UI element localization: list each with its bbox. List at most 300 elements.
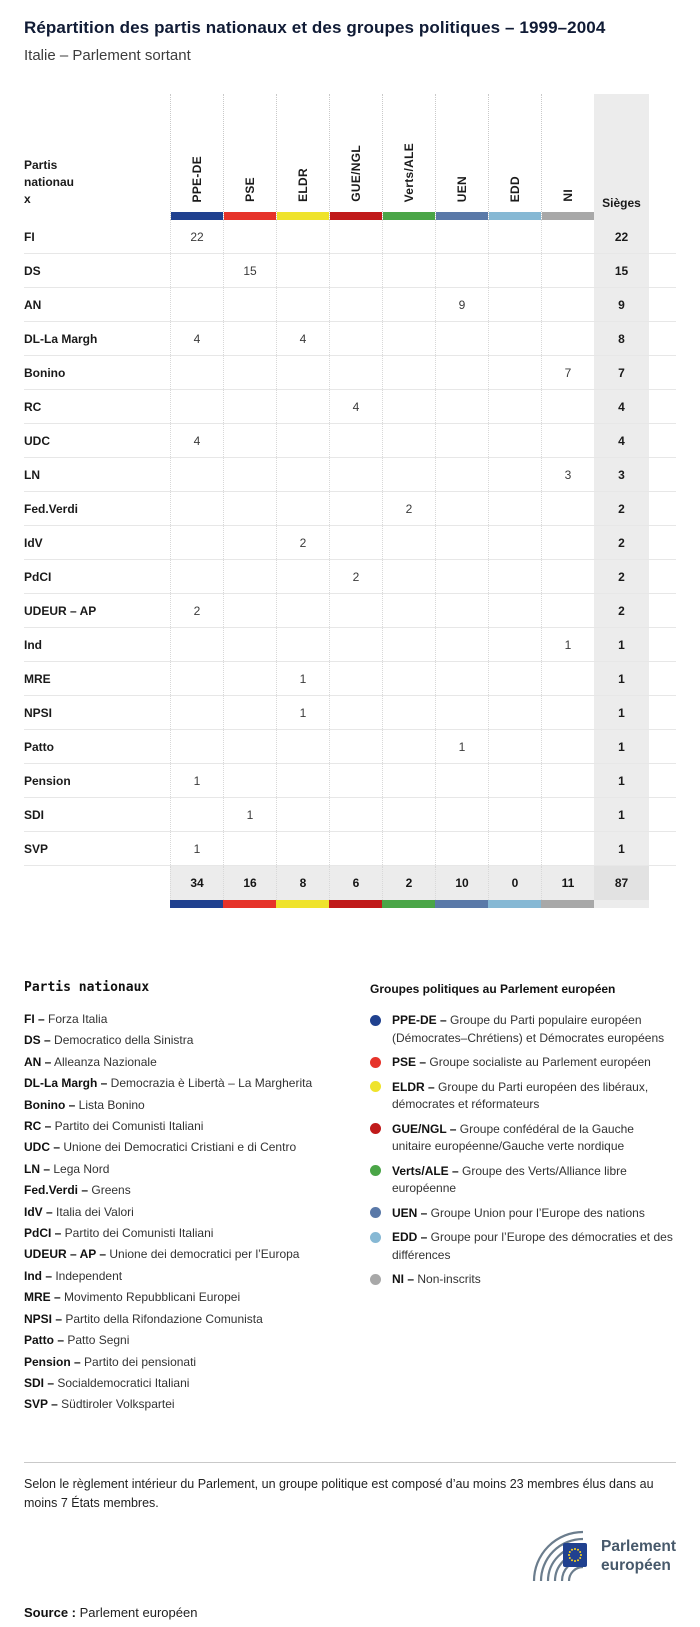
page-subtitle: Italie – Parlement sortant	[24, 47, 191, 64]
logo-wordmark	[601, 1537, 676, 1575]
party-name: Patto	[24, 739, 54, 754]
sieges-value: 1	[594, 628, 649, 661]
seat-value	[382, 594, 435, 627]
logo-word-2: européen	[601, 1556, 671, 1574]
seat-value	[435, 356, 488, 389]
bottom-color-bar	[435, 900, 488, 908]
seat-value	[329, 254, 382, 287]
party-legend-item: Ind – Independent	[24, 1268, 123, 1283]
group-label: GUE/NGL	[349, 145, 363, 202]
group-header-ELDR	[276, 94, 329, 220]
seat-value	[329, 322, 382, 355]
seat-value	[276, 288, 329, 321]
totals-blank	[24, 866, 170, 900]
group-header-UEN	[435, 94, 488, 220]
group-color-bar	[436, 212, 488, 220]
seat-value	[170, 492, 223, 525]
seat-value	[488, 560, 541, 593]
seat-value	[329, 458, 382, 491]
group-color-dot	[370, 1123, 381, 1134]
seat-value	[223, 288, 276, 321]
source-value: Parlement européen	[79, 1604, 198, 1620]
seat-value	[329, 492, 382, 525]
table-row	[24, 764, 676, 798]
total-value: 34	[170, 866, 223, 900]
seat-value: 1	[541, 628, 594, 661]
total-value: 6	[329, 866, 382, 900]
sieges-value: 9	[594, 288, 649, 321]
seat-value	[435, 322, 488, 355]
sieges-value: 2	[594, 594, 649, 627]
seat-value	[223, 696, 276, 729]
seat-value	[435, 254, 488, 287]
seat-value: 4	[276, 322, 329, 355]
seat-value	[223, 322, 276, 355]
seat-value	[276, 628, 329, 661]
seat-value	[382, 662, 435, 695]
table-row	[24, 628, 676, 662]
page-title: Répartition des partis nationaux et des groupes politiques – 1999–2004	[24, 18, 606, 37]
seat-value	[223, 220, 276, 253]
seat-value	[276, 424, 329, 457]
group-abbr: PSE –	[392, 1055, 427, 1069]
seat-value: 7	[541, 356, 594, 389]
group-legend-item: ELDR – Groupe du Parti européen des libéraux, démocrates et réformateurs	[370, 1079, 676, 1114]
seat-value	[329, 594, 382, 627]
seat-value	[382, 560, 435, 593]
seat-value	[223, 662, 276, 695]
party-name: LN	[24, 467, 40, 482]
party-legend-item: RC – Partito dei Comunisti Italiani	[24, 1119, 204, 1134]
sieges-value: 4	[594, 424, 649, 457]
party-legend-item: PdCI – Partito dei Comunisti Italiani	[24, 1226, 214, 1241]
seat-value	[276, 798, 329, 831]
seat-value	[488, 832, 541, 865]
seat-value	[276, 390, 329, 423]
table-row	[24, 662, 676, 696]
seat-value	[541, 288, 594, 321]
party-abbr: UDC –	[24, 1140, 61, 1155]
total-value: 0	[488, 866, 541, 900]
seat-value	[276, 492, 329, 525]
party-abbr: Bonino –	[24, 1097, 76, 1112]
group-label: PPE-DE	[190, 155, 204, 202]
seat-value	[435, 594, 488, 627]
group-header-PSE	[223, 94, 276, 220]
table-row	[24, 356, 676, 390]
seat-value	[541, 322, 594, 355]
group-legend-item: PPE-DE – Groupe du Parti populaire européen (Démocrates–Chrétiens) et Démocrates européens	[370, 1012, 676, 1047]
seat-value	[382, 628, 435, 661]
legend-left-items	[24, 1009, 370, 1416]
seat-value	[223, 628, 276, 661]
seat-value	[170, 458, 223, 491]
total-value: 16	[223, 866, 276, 900]
seat-value	[382, 254, 435, 287]
seat-value	[329, 764, 382, 797]
seat-value	[223, 730, 276, 763]
seat-value	[488, 798, 541, 831]
sieges-value: 2	[594, 492, 649, 525]
bottom-color-bar	[488, 900, 541, 908]
legend-left-title: Partis nationaux	[24, 980, 150, 995]
party-abbr: Patto –	[24, 1333, 65, 1348]
seat-value	[382, 526, 435, 559]
group-legend-item: UEN – Groupe Union pour l’Europe des nations	[370, 1205, 676, 1223]
total-value: 2	[382, 866, 435, 900]
group-color-bar	[383, 212, 435, 220]
seat-value: 3	[541, 458, 594, 491]
seat-value: 4	[170, 322, 223, 355]
sieges-value: 1	[594, 798, 649, 831]
seat-value	[488, 662, 541, 695]
seat-value	[329, 662, 382, 695]
parliament-logo	[525, 1529, 676, 1583]
source-label: Source :	[24, 1604, 77, 1620]
seat-value	[382, 288, 435, 321]
sieges-value: 4	[594, 390, 649, 423]
group-legend-item: Verts/ALE – Groupe des Verts/Alliance libre européenne	[370, 1163, 676, 1198]
party-name: Fed.Verdi	[24, 501, 79, 516]
seat-value	[329, 220, 382, 253]
seat-value	[276, 220, 329, 253]
table-row	[24, 458, 676, 492]
seat-value	[382, 798, 435, 831]
seat-value	[329, 424, 382, 457]
seat-value	[170, 560, 223, 593]
bottom-color-bar	[170, 900, 223, 908]
group-abbr: GUE/NGL –	[392, 1121, 457, 1136]
sieges-value: 1	[594, 696, 649, 729]
seat-value	[488, 322, 541, 355]
seat-value	[488, 730, 541, 763]
bar-blank	[24, 900, 170, 908]
party-abbr: Ind –	[24, 1268, 53, 1283]
group-abbr: Verts/ALE –	[392, 1163, 459, 1178]
party-abbr: LN –	[24, 1161, 51, 1176]
seat-value	[488, 390, 541, 423]
seat-value: 2	[329, 560, 382, 593]
seat-value: 22	[170, 220, 223, 253]
party-name: DL-La Margh	[24, 331, 98, 346]
bottom-color-bars	[24, 900, 676, 908]
table-header	[24, 94, 676, 220]
seat-value	[435, 696, 488, 729]
seat-value	[170, 390, 223, 423]
group-abbr: ELDR –	[392, 1079, 435, 1094]
legend-political-groups	[370, 980, 676, 1416]
party-abbr: Fed.Verdi –	[24, 1183, 89, 1198]
group-label: UEN	[455, 175, 469, 202]
seat-value	[329, 288, 382, 321]
seat-value	[223, 492, 276, 525]
ep-logo-row	[24, 1529, 676, 1583]
party-legend-item: Patto – Patto Segni	[24, 1333, 130, 1348]
seat-value	[435, 492, 488, 525]
seat-value: 1	[276, 696, 329, 729]
seat-value	[541, 832, 594, 865]
group-color-dot	[370, 1057, 381, 1068]
legend-right-items	[370, 1012, 676, 1289]
table-row	[24, 526, 676, 560]
seat-value	[541, 764, 594, 797]
seat-value	[541, 390, 594, 423]
seat-value	[488, 424, 541, 457]
seat-value	[170, 696, 223, 729]
seat-value	[541, 730, 594, 763]
party-name: IdV	[24, 535, 43, 550]
party-name: PdCI	[24, 569, 52, 584]
party-name: AN	[24, 297, 42, 312]
group-label: Verts/ALE	[402, 142, 416, 202]
bar-sieges-cell	[594, 900, 649, 908]
bottom-color-bar	[541, 900, 594, 908]
seat-value: 1	[170, 832, 223, 865]
seat-value	[329, 832, 382, 865]
seat-value	[223, 356, 276, 389]
party-abbr: Pension –	[24, 1354, 81, 1369]
seat-value	[276, 764, 329, 797]
seat-value: 1	[435, 730, 488, 763]
table-row	[24, 730, 676, 764]
seat-value	[435, 832, 488, 865]
group-color-dot	[370, 1232, 381, 1243]
party-name: Pension	[24, 773, 71, 788]
seat-value	[488, 594, 541, 627]
party-name: MRE	[24, 671, 51, 686]
seat-value	[382, 424, 435, 457]
seat-value: 2	[276, 526, 329, 559]
table-row	[24, 696, 676, 730]
table-row	[24, 560, 676, 594]
group-label: ELDR	[296, 168, 310, 202]
seat-value	[541, 798, 594, 831]
seat-value	[276, 254, 329, 287]
seat-value	[488, 628, 541, 661]
source-line	[24, 1605, 676, 1620]
seat-value	[276, 458, 329, 491]
party-name: RC	[24, 399, 42, 414]
seat-value	[170, 356, 223, 389]
seat-value	[276, 356, 329, 389]
group-label: EDD	[508, 175, 522, 202]
party-abbr: AN –	[24, 1054, 52, 1069]
seat-value	[382, 696, 435, 729]
table-row	[24, 254, 676, 288]
bottom-color-bar	[329, 900, 382, 908]
seat-value	[170, 628, 223, 661]
seat-value	[435, 458, 488, 491]
seat-value	[435, 662, 488, 695]
group-abbr: PPE-DE –	[392, 1013, 447, 1027]
seat-value	[223, 594, 276, 627]
seat-value	[382, 322, 435, 355]
seat-value: 2	[170, 594, 223, 627]
group-abbr: NI –	[392, 1272, 415, 1286]
party-name: SVP	[24, 841, 49, 856]
party-abbr: DL-La Margh –	[24, 1076, 108, 1091]
logo-word-1: Parlement	[601, 1537, 676, 1555]
party-legend-item: IdV – Italia dei Valori	[24, 1204, 134, 1219]
seat-value	[488, 526, 541, 559]
party-legend-item: DS – Democratico della Sinistra	[24, 1033, 194, 1048]
seat-value	[488, 492, 541, 525]
party-legend-item: MRE – Movimento Repubblicani Europei	[24, 1290, 241, 1305]
group-color-bar	[330, 212, 382, 220]
sieges-value: 2	[594, 560, 649, 593]
party-legend-item: UDEUR – AP – Unione dei democratici per l’Europa	[24, 1247, 300, 1262]
party-abbr: SDI –	[24, 1375, 55, 1390]
sieges-value: 1	[594, 662, 649, 695]
seat-value	[488, 458, 541, 491]
party-name: Ind	[24, 637, 42, 652]
group-color-bar	[277, 212, 329, 220]
party-abbr: NPSI –	[24, 1311, 63, 1326]
seat-value	[435, 628, 488, 661]
table-row	[24, 594, 676, 628]
seat-value	[435, 424, 488, 457]
party-legend-item: SVP – Südtiroler Volkspartei	[24, 1397, 175, 1412]
group-label: PSE	[243, 177, 257, 202]
party-legend-item: AN – Alleanza Nazionale	[24, 1054, 157, 1069]
party-legend-item: Fed.Verdi – Greens	[24, 1183, 131, 1198]
seat-value	[223, 832, 276, 865]
seat-value: 4	[170, 424, 223, 457]
group-color-dot	[370, 1165, 381, 1176]
party-abbr: SVP –	[24, 1397, 58, 1412]
party-name: DS	[24, 263, 41, 278]
seat-value	[435, 390, 488, 423]
group-legend-item: NI – Non-inscrits	[370, 1271, 676, 1289]
table-row	[24, 492, 676, 526]
group-header-NI	[541, 94, 594, 220]
seat-value	[329, 798, 382, 831]
sieges-value: 8	[594, 322, 649, 355]
seat-value	[382, 730, 435, 763]
total-value: 11	[541, 866, 594, 900]
hemicycle-flag-icon	[525, 1529, 591, 1583]
group-legend-item: EDD – Groupe pour l’Europe des démocraties et des différences	[370, 1229, 676, 1264]
total-sieges: 87	[594, 866, 649, 900]
table-row	[24, 798, 676, 832]
seat-value	[223, 560, 276, 593]
seat-value	[223, 390, 276, 423]
seat-value	[541, 526, 594, 559]
seat-value: 9	[435, 288, 488, 321]
row-header-line: x	[24, 192, 31, 206]
seat-value	[170, 798, 223, 831]
seat-value	[223, 526, 276, 559]
group-color-bar	[542, 212, 594, 220]
seat-value	[382, 220, 435, 253]
group-abbr: UEN –	[392, 1205, 428, 1220]
seat-value	[276, 560, 329, 593]
sieges-value: 7	[594, 356, 649, 389]
seat-value	[435, 798, 488, 831]
seat-value	[329, 730, 382, 763]
group-legend-item: GUE/NGL – Groupe confédéral de la Gauche unitaire européenne/Gauche verte nordique	[370, 1121, 676, 1156]
seat-value	[223, 764, 276, 797]
legend-right-title: Groupes politiques au Parlement européen	[370, 982, 616, 996]
seat-value	[541, 254, 594, 287]
seat-value	[541, 662, 594, 695]
seat-value	[541, 424, 594, 457]
party-legend-item: Bonino – Lista Bonino	[24, 1097, 145, 1112]
party-abbr: RC –	[24, 1119, 52, 1134]
seat-value	[276, 594, 329, 627]
seat-value	[488, 220, 541, 253]
seat-value	[382, 458, 435, 491]
seat-value	[329, 628, 382, 661]
table-row	[24, 288, 676, 322]
party-name: UDC	[24, 433, 50, 448]
group-header-PPE-DE	[170, 94, 223, 220]
group-color-dot	[370, 1274, 381, 1285]
seat-value: 15	[223, 254, 276, 287]
bottom-color-bar	[382, 900, 435, 908]
row-header-label	[24, 94, 170, 220]
group-color-bar	[224, 212, 276, 220]
seat-value	[435, 764, 488, 797]
seat-value	[435, 220, 488, 253]
seat-value	[223, 458, 276, 491]
sieges-value: 2	[594, 526, 649, 559]
seat-value	[170, 662, 223, 695]
party-legend-item: SDI – Socialdemocratici Italiani	[24, 1375, 190, 1390]
sieges-value: 1	[594, 730, 649, 763]
seat-value	[541, 560, 594, 593]
party-abbr: PdCI –	[24, 1226, 62, 1241]
party-abbr: DS –	[24, 1033, 51, 1048]
table-row	[24, 832, 676, 866]
party-name: NPSI	[24, 705, 53, 720]
seat-value	[435, 526, 488, 559]
table-row	[24, 390, 676, 424]
seats-table	[24, 94, 676, 908]
legends	[24, 980, 676, 1416]
group-label: NI	[561, 189, 575, 202]
row-header-line: nationau	[24, 175, 74, 189]
total-value: 10	[435, 866, 488, 900]
seat-value	[276, 832, 329, 865]
seat-value: 2	[382, 492, 435, 525]
party-legend-item: FI – Forza Italia	[24, 1012, 108, 1026]
seat-value	[382, 764, 435, 797]
seat-value	[329, 356, 382, 389]
party-legend-item: UDC – Unione dei Democratici Cristiani e di Centro	[24, 1140, 297, 1155]
party-legend-item: Pension – Partito dei pensionati	[24, 1354, 197, 1369]
party-abbr: MRE –	[24, 1290, 61, 1305]
sieges-label: Sièges	[602, 196, 641, 210]
seat-value	[488, 288, 541, 321]
bottom-color-bar	[276, 900, 329, 908]
seat-value	[170, 526, 223, 559]
party-abbr: FI –	[24, 1012, 45, 1026]
party-legend-item: DL-La Margh – Democrazia è Libertà – La Margherita	[24, 1076, 313, 1091]
seat-value	[276, 730, 329, 763]
footnote: Selon le règlement intérieur du Parlement, un groupe politique est composé d’au moins 23 membres élus dans au moins 7 États membres.	[24, 1462, 676, 1513]
party-name: Bonino	[24, 365, 66, 380]
seat-value	[488, 254, 541, 287]
party-name: UDEUR – AP	[24, 603, 97, 618]
sieges-value: 15	[594, 254, 649, 287]
seat-value	[382, 390, 435, 423]
sieges-value: 1	[594, 764, 649, 797]
seat-value	[329, 696, 382, 729]
row-header-line: Partis	[24, 158, 58, 172]
totals-row	[24, 866, 676, 900]
group-color-dot	[370, 1081, 381, 1092]
